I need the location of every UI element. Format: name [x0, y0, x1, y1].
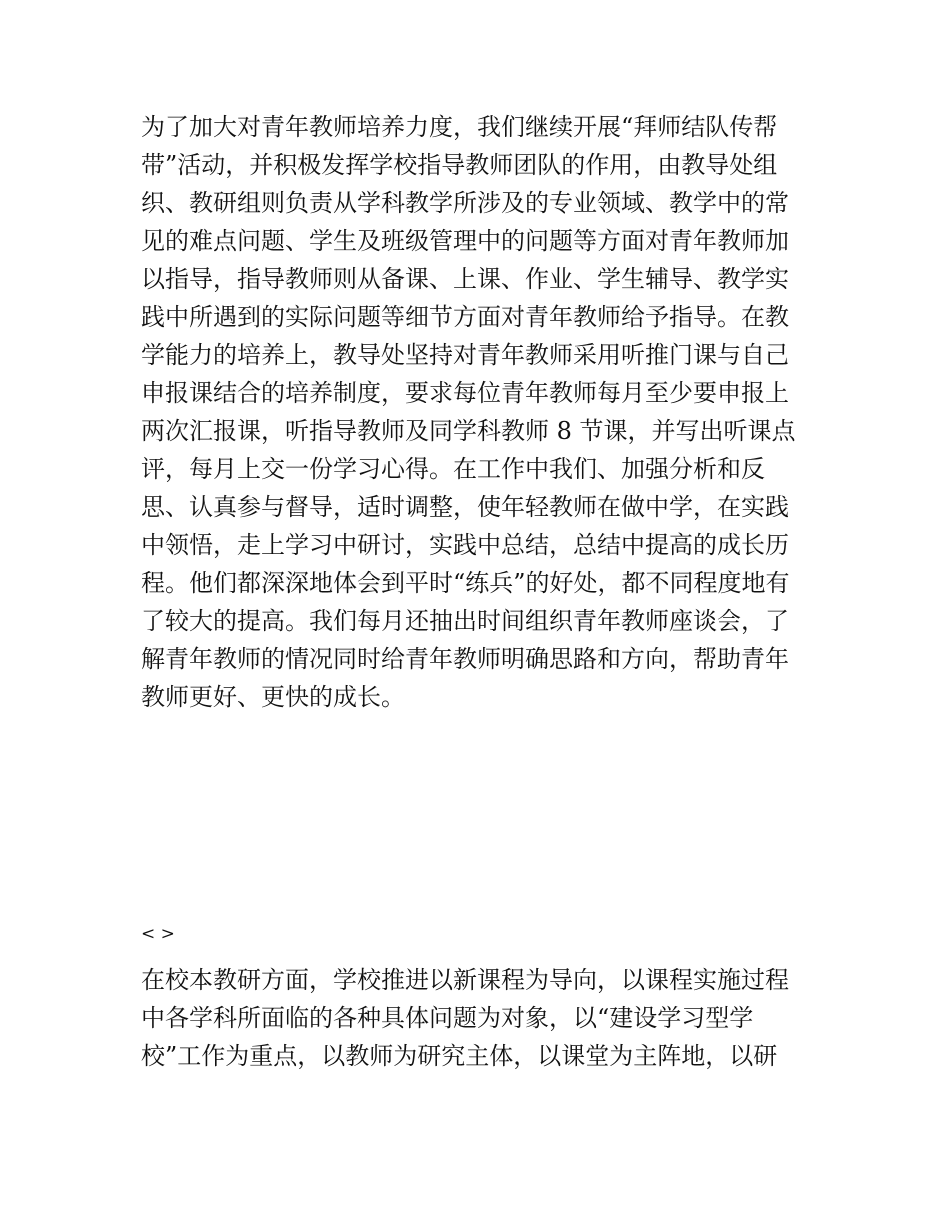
- paragraph-line: 教师更好、更快的成长。: [141, 683, 405, 711]
- paragraph-teacher-training: [141, 108, 821, 716]
- paragraph-line: 见的难点问题、学生及班级管理中的问题等方面对青年教师加: [141, 227, 789, 255]
- paragraph-line: 在校本教研方面，学校推进以新课程为导向，以课程实施过程: [141, 966, 789, 994]
- paragraph-line: 校”工作为重点，以教师为研究主体，以课堂为主阵地，以研: [141, 1042, 778, 1070]
- paragraph-school-research: [141, 961, 821, 1075]
- paragraph-line: 践中所遇到的实际问题等细节方面对青年教师给予指导。在教: [141, 303, 789, 331]
- paragraph-line: 评，每月上交一份学习心得。在工作中我们、加强分析和反: [141, 455, 765, 483]
- paragraph-line: 织、教研组则负责从学科教学所涉及的专业领域、教学中的常: [141, 189, 789, 217]
- paragraph-line: 了较大的提高。我们每月还抽出时间组织青年教师座谈会，了: [141, 607, 789, 635]
- section-marker: < >: [141, 924, 175, 944]
- paragraph-line: 带”活动，并积极发挥学校指导教师团队的作用，由教导处组: [141, 151, 778, 179]
- paragraph-line: 申报课结合的培养制度，要求每位青年教师每月至少要申报上: [141, 379, 789, 407]
- paragraph-line: 为了加大对青年教师培养力度，我们继续开展“拜师结队传帮: [141, 113, 778, 141]
- paragraph-line: 中各学科所面临的各种具体问题为对象，以“建设学习型学: [141, 1004, 754, 1032]
- paragraph-line: 程。他们都深深地体会到平时“练兵”的好处，都不同程度地有: [141, 569, 790, 597]
- paragraph-line: 解青年教师的情况同时给青年教师明确思路和方向，帮助青年: [141, 645, 789, 673]
- paragraph-line: 思、认真参与督导，适时调整，使年轻教师在做中学，在实践: [141, 493, 789, 521]
- paragraph-line: 以指导，指导教师则从备课、上课、作业、学生辅导、教学实: [141, 265, 789, 293]
- paragraph-line: 学能力的培养上，教导处坚持对青年教师采用听推门课与自己: [141, 341, 789, 369]
- paragraph-line: 两次汇报课，听指导教师及同学科教师 8 节课，并写出听课点: [141, 417, 796, 445]
- paragraph-line: 中领悟，走上学习中研讨，实践中总结，总结中提高的成长历: [141, 531, 789, 559]
